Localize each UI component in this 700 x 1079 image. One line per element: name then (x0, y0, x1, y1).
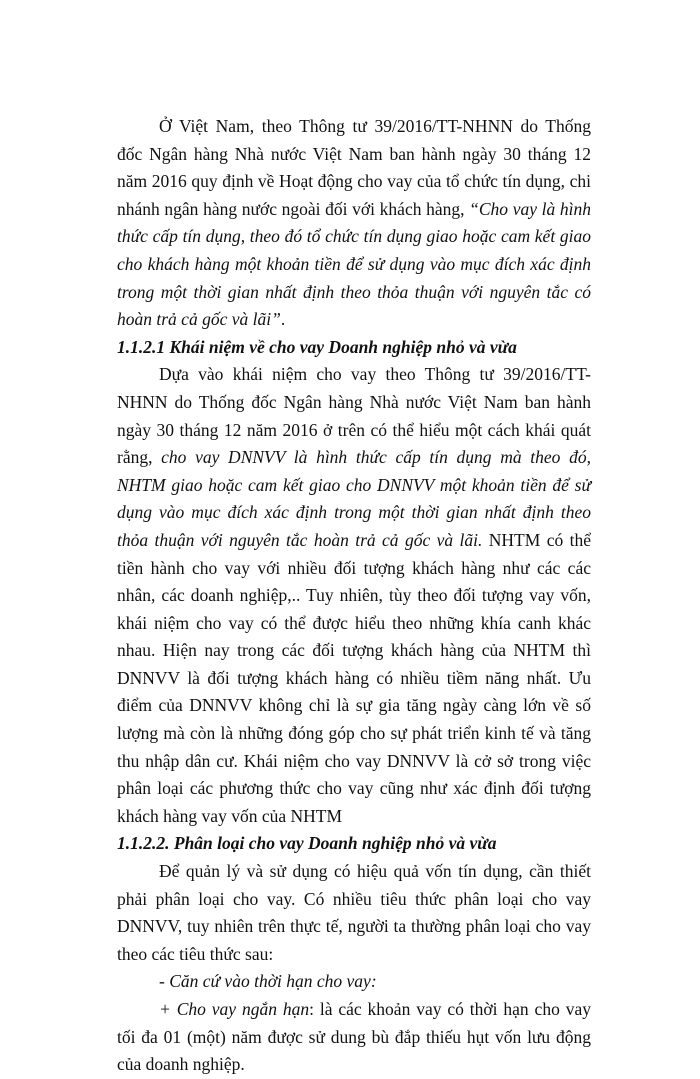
short-term-loan-text: : là các khoản vay có thời hạn cho vay tối đa 01 (một) năm được sử dung bù đắp thiếu hụt vốn lưu động của doanh nghiệp. (117, 999, 591, 1075)
concept-text-1: Dựa vào khái niệm cho vay theo Thông tư 39/2016/TT-NHNN do Thống đốc Ngân hàng Nhà nước Việt Nam ban hành ngày 30 tháng 12 năm 2016 ở trên có thể hiểu một cách khái quát rằng, (117, 364, 591, 468)
section-heading-1-1-2-1: 1.1.2.1 Khái niệm về cho vay Doanh nghiệp nhỏ và vừa (117, 336, 517, 357)
intro-end: . (280, 309, 286, 330)
short-term-loan-item (117, 996, 591, 1079)
loan-definition-quote: “Cho vay là hình thức cấp tín dụng, theo đó tổ chức tín dụng giao hoặc cam kết giao cho khách hàng một khoản tiền để sử dụng vào mục đích xác định trong một thời gian nhất định theo thỏa thuận với nguyên tắc có hoàn trả cả gốc và lãi” (117, 198, 592, 330)
section-heading-1-1-2-2: 1.1.2.2. Phân loại cho vay Doanh nghiệp nhỏ và vừa (117, 833, 497, 854)
short-term-loan-label: + Cho vay ngắn hạn (159, 999, 310, 1019)
intro-paragraph (117, 113, 591, 334)
intro-text: Ở Việt Nam, theo Thông tư 39/2016/TT-NHNN do Thống đốc Ngân hàng Nhà nước Việt Nam ban hành ngày 30 tháng 12 năm 2016 quy định về Hoạt động cho vay của tổ chức tín dụng, chi nhánh ngân hàng nước ngoài đối với khách hàng, (117, 116, 591, 219)
classification-paragraph: Để quản lý và sử dụng có hiệu quả vốn tín dụng, cần thiết phải phân loại cho vay. Có nhiều tiêu thức phân loại cho vay DNNVV, tuy nhiên trên thực tế, người ta thường phân loại cho vay theo các tiêu thức sau: (117, 861, 591, 964)
concept-italic-definition: cho vay DNNVV là hình thức cấp tín dụng mà theo đó, NHTM giao hoặc cam kết giao cho DNNVV một khoản tiền để sử dụng vào mục đích xác định trong một thời gian nhất định theo thỏa thuận với nguyên tắc hoàn trả cả gốc và lãi. (117, 447, 591, 550)
document-body (117, 113, 591, 1079)
concept-paragraph (117, 361, 591, 830)
criteria-bullet-term: - Căn cứ vào thời hạn cho vay: (159, 971, 377, 992)
concept-text-2: NHTM có thể tiền hành cho vay với nhiều đối tượng khách hàng như các các nhân, các doanh nghiệp,.. Tuy nhiên, tùy theo đối tượng vay vốn, khái niệm cho vay có thể được hiểu theo những khía canh khác nhau. Hiện nay trong các đối tượng khách hàng của NHTM thì DNNVV là đối tượng khách hàng có nhiều tiềm năng nhất. Ưu điểm của DNNVV không chỉ là sự gia tăng ngày càng lớn về số lượng mà còn là những đóng góp cho sự phát triển kinh tế và tăng thu nhập dân cư. Khái niệm cho vay DNNVV là cở sở trong việc phân loại các phương thức cho vay cũng như xác định đối tượng khách hàng vay vốn của NHTM (117, 529, 591, 826)
